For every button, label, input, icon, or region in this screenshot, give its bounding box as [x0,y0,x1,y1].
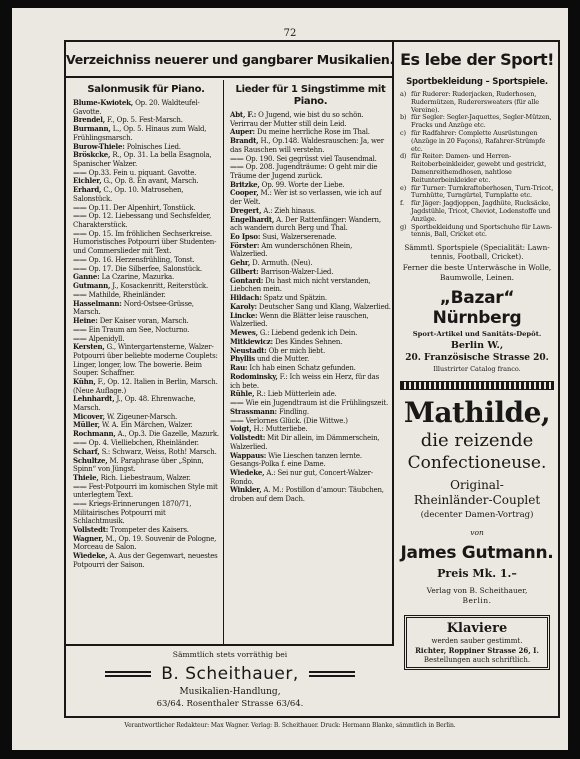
entry-composer: Mewes, [230,328,258,338]
entry-composer: Strassmann: [230,406,277,416]
entry-composer: Hasselmann: [73,298,122,308]
entry-title: Ob er mich liebt. [268,346,326,355]
entry-title: Op. 15. Im fröhlichen Sechserkreise. Humoristisches Potpourri über Studenten- und Commerslieder mit Text. [73,229,217,255]
entry-title: Wie ein Jugendtraum ist die Frühlingszeit. [245,399,389,408]
entry-title: Kriegs-Erinnerungen 1870/71, Militairisches Potpourri mit Schlachtmusik. [73,500,192,526]
entry-title: F., Op. 12. Italien in Berlin, Marsch. (Neue Auflage.) [73,377,218,395]
sport-item [400,185,554,201]
mathilde-line2: die reizende [420,430,534,452]
footer-name: B. Scheithauer, [161,664,299,684]
entry-composer: Förster: [230,240,260,250]
entry-title: Susi, Walzerserenade. [262,233,337,241]
entry-title: Op. 17. Die Silberfee, Salonstück. [88,264,202,273]
list-entry [230,163,391,180]
ornament-bar [400,381,554,390]
entry-composer: Vollstedt: [73,525,109,535]
songs-column [225,80,394,644]
newspaper-page [12,8,568,750]
entry-composer: Karoly: [230,301,257,311]
list-entry [230,408,391,417]
songs-heading: Lieder für 1 Singstimme mit Piano. [235,84,386,107]
entry-title: J., Op. 48. Ehrenwache, Marsch. [73,395,196,412]
entry-composer: —— [73,438,87,448]
entry-composer: —— [230,153,244,163]
entry-title: Du meine herrliche Rose im Thal. [256,128,370,137]
entry-title: M., Op. 19. Souvenir de Pologne, Morceau de Salon. [73,534,217,552]
sport-item-marker: g) [400,222,407,231]
list-entry [230,355,391,364]
entry-title: Polnisches Lied. [126,142,181,151]
entry-composer: Lincke: [230,310,258,320]
entry-title: Mit Dir allein, im Dämmerschein, Walzerlied. [230,434,380,451]
entry-composer: Gehr, [230,258,251,268]
entry-title: H.: Mutterliebe. [253,425,308,434]
entry-title: W. A. Ein Märchen, Walzer. [101,421,193,430]
entry-title: Des Kindes Sehnen. [274,337,343,346]
right-column [396,42,558,718]
listing-columns [66,80,394,644]
sport-item-marker: b) [400,113,407,122]
entry-title: Op. 12. Liebessang und Sechsfelder, Charakterstück. [73,212,211,229]
mathilde-line4: Original- [450,478,504,493]
list-entry [230,277,391,294]
list-entry [73,535,219,552]
list-entry [230,155,391,164]
entry-composer: Rodominsky, [230,371,278,381]
entry-composer: —— [73,333,87,343]
entry-composer: Auper: [230,127,255,137]
list-entry [73,378,219,395]
piano-entries [73,99,219,569]
sport-item-marker: e) [400,183,407,192]
entry-composer: —— [73,289,87,299]
entry-title: Spatz und Spätzin. [263,294,327,303]
entry-composer: Gutmann, [73,281,111,291]
entry-title: R., Op. 31. La bella Esagnola, Spanischer Walzer. [73,151,212,168]
price: Preis Mk. 1.– [437,567,517,581]
list-entry [73,151,219,168]
rule-right [309,671,355,677]
list-entry [230,486,391,503]
entry-title: Wenn die Blätter leise rauschen, Walzerlied. [230,311,369,329]
entry-composer: —— [73,263,87,273]
entry-title: La Czarine, Mazurka. [101,273,175,282]
sport-item [400,130,554,153]
list-entry [230,434,391,451]
sport-subtitle: Sportbekleidung – Sportspiele. [406,77,548,87]
list-entry [230,312,391,329]
list-entry [73,326,219,335]
entry-composer: Schultze, [73,455,108,465]
entry-composer: Vollstedt: [230,433,266,443]
entry-title: Fest-Potpourri im komischen Style mit unterlegtem Text. [73,482,218,500]
list-entry [230,216,391,233]
entry-composer: Mitkiewicz: [230,336,273,346]
sport-item-text: für Reiter: Damen- und Herren-Reitoberbeinkleider, gewebt und gestrickt, Damenreithemdhosen, nahtlose Reitunterbeinkleider etc. [411,152,547,184]
rule-left [105,671,151,677]
list-entry [73,343,219,377]
entry-composer: Cooper, [230,188,259,198]
entry-title: Alpenidyll. [88,334,125,343]
entry-composer: Phyllis [230,354,255,364]
entry-composer: Wiedeke, [230,467,265,477]
entry-title: G., Wintergartensterne, Walzer-Potpourri über beliebte moderne Couplets: Linger, longer, low. The bowerie. Beim Souper. Schaffner. [73,343,218,378]
entry-composer: Hildach: [230,293,262,303]
list-entry [73,212,219,229]
footer-line3: Musikalien-Handlung, [179,687,281,697]
bazar-address: 20. Französische Strasse 20. [405,353,549,364]
listing-header: Verzeichniss neuerer und gangbarer Musikalien. [66,42,394,78]
entry-title: A.: Zieh hinaus. [263,206,316,215]
entry-composer: Dregert, [230,205,262,215]
list-entry [73,430,219,439]
sport-note: Sämmtl. Sportspiele (Specialität: Lawn-tennis, Football, Cricket). [404,243,550,262]
mathilde-line5: Rheinländer-Couplet [413,493,541,508]
entry-composer: Brandt, [230,136,259,146]
list-entry [73,256,219,265]
entry-composer: —— [73,167,87,177]
klaviere-line1: werden sauber gestimmt. [431,637,523,646]
publisher-city: Berlin. [462,596,492,606]
sport-item-text: für Segler: Segler-Jaquettes, Segler-Mützen, Fracks und Anzüge etc. [411,113,552,130]
entry-title: Op. 4. Vielliebchen, Rheinländer. [88,439,199,448]
entry-title: Op. 208. Jugendträume: O geht mir die Träume der Jugend zurück. [230,163,378,180]
list-entry [73,186,219,203]
sport-item [400,91,554,114]
klaviere-title: Klaviere [446,621,508,637]
song-entries [230,111,391,504]
entry-composer: —— [230,398,244,408]
sport-list [400,91,554,239]
entry-title: Du hast mich nicht verstanden, Liebchen mein. [230,276,371,294]
klaviere-box [404,615,550,670]
entry-title: H., Op.148. Waldesrauschen: Ja, wer das Rauschen will verstehn. [230,137,384,154]
bazar-name: „Bazar“ Nürnberg [432,288,522,329]
entry-composer: Müller, [73,420,100,430]
entry-title: Der Kaiser voran, Marsch. [99,317,189,326]
entry-title: und die Mutter. [256,355,310,364]
entry-title: Verlornes Glück. (Die Wittwe.) [245,416,348,425]
entry-title: R.: Lieb Mütterlein ade. [256,390,337,399]
entry-title: F.: Ich weiss ein Herz, für das ich bete. [230,372,380,390]
sport-item-marker: c) [400,128,406,137]
entry-composer: Scharf, [73,446,100,456]
klaviere-line3: Bestellungen auch schriftlich. [423,656,531,665]
footer-name-row [66,664,394,684]
sport-item-text: für Turner: Turnkraftoberhosen, Turn-Tricot, Turnhütte, Turngürtel, Turnplatte etc. [411,183,554,200]
entry-title: A. M.: Postillon d’amour: Täubchen, droben auf dem Dach. [230,486,384,503]
entry-composer: Brendel, [73,115,105,125]
entry-composer: Britzke, [230,179,260,189]
entry-title: Op. 20. Waldteufel-Gavotte. [73,99,200,116]
sport-item-marker: a) [400,90,407,98]
entry-title: G.: Liebend gedenk ich Dein. [259,329,358,338]
sport-item-text: für Jäger: Jagdjoppen, Jagdhüte, Rucksäcke, Jagdstühle, Tricot, Cheviot, Lodenstoffe und Anzüge. [411,199,551,223]
piano-column [66,80,224,644]
list-entry [230,452,391,469]
entry-composer: Thiele, [73,472,99,482]
entry-composer: —— [73,211,87,221]
entry-composer: Engelhardt, [230,214,275,224]
list-entry [73,457,219,474]
list-entry [73,300,219,317]
entry-title: A. Aus der Gegenwart, neuestes Potpourri der Saison. [73,552,218,569]
entry-title: J., Kosackenritt, Reiterstück. [112,282,208,291]
entry-title: O Jugend, wie bist du so schön. Verirrau der Mutter still dein Leid. [230,111,364,128]
entry-title: Ein Traum am See, Nocturno. [88,325,190,334]
entry-composer: —— [73,254,87,264]
sport-note2: Ferner die beste Unterwäsche in Wolle, Baumwolle, Leinen. [402,263,552,282]
list-entry [73,500,219,526]
entry-title: Mathilde, Rheinländer. [88,290,166,299]
mathilde-line6: (decenter Damen-Vortrag) [420,510,534,521]
bazar-city: Berlin W., [450,340,504,352]
piano-heading: Salonmusik für Piano. [87,84,205,95]
imprint: Verantwortlicher Redakteur: Max Wagner. Verlag: B. Scheithauer. Druck: Hermann Blanke, sämmtlich in Berlin. [124,722,456,729]
list-entry [230,111,391,128]
entry-title: Wie Lieschen tanzen lernte. Gesangs-Polka f. eine Dame. [230,451,362,469]
footer-line4: 63/64. Rosenthaler Strasse 63/64. [156,699,304,709]
composer-name: James Gutmann. [400,543,554,564]
entry-composer: Burow-Thiele: [73,141,125,151]
entry-composer: Wiedeke, [73,551,108,561]
entry-composer: —— [230,162,244,172]
list-entry [230,373,391,390]
footer-line1: Sämmtlich stets vorräthig bei [172,650,288,659]
entry-title: Deutscher Sang und Klang, Walzerlied. [258,302,391,311]
entry-title: Rich. Liebestraum, Walzer. [100,473,191,482]
entry-composer: Blume-Kwiotek, [73,98,134,107]
entry-title: G., Op. 8. En avant, Marsch. [103,177,199,186]
entry-title: Op. 190. Sei gegrüsst viel Tausendmal. [245,154,377,163]
entry-composer: —— [230,415,244,425]
sport-item [400,224,554,240]
entry-title: Op. 16. Herzensfrühling, Tonst. [88,255,195,264]
entry-composer: Erhard, [73,185,102,195]
list-entry [73,230,219,256]
entry-composer: Neustadt: [230,345,267,355]
music-listing [66,42,394,644]
entry-title: L., Op. 5. Hinaus zum Wald, Frühlingsmarsch. [73,125,207,142]
entry-title: D. Armuth. (Neu). [252,259,313,268]
entry-composer: Eichler, [73,176,102,186]
sport-item [400,114,554,130]
entry-title: Ich hab einen Schatz gefunden. [249,364,356,373]
entry-composer: Voigt, [230,424,252,434]
entry-composer: Heine: [73,316,98,326]
mathilde-von: von [470,528,484,538]
entry-composer: —— [73,499,87,509]
list-entry [230,390,391,399]
list-entry [73,317,219,326]
entry-composer: —— [73,481,87,491]
entry-title: Op.11. Der Alpenhirt, Tonstück. [88,203,196,212]
list-entry [73,395,219,412]
entry-composer: Kersten, [73,342,105,352]
entry-composer: Micover, [73,411,105,421]
klaviere-line2: Richter, Roppiner Strasse 26, I. [415,646,539,656]
entry-composer: Burmann, [73,124,111,134]
entry-title: M. Paraphrase über „Spinn, Spinn“ von Jüngst. [73,456,204,474]
sport-item-text: für Radfahrer: Complette Ausrüstungen (Anzüge in 20 Façons), Rafahrer-Strümpfe etc. [411,128,546,153]
entry-title: A., Op.3. Die Gazelle, Mazurk. [117,430,219,439]
list-entry [73,474,219,483]
entry-composer: Abt, F.: [230,110,257,119]
list-entry [73,99,219,116]
sport-item-marker: d) [400,152,407,161]
entry-title: A.: Sei nur gut, Concert-Walzer-Rondo. [230,468,373,486]
publisher: Verlag von B. Scheithauer, [426,586,528,596]
entry-composer: Gilbert: [230,266,259,276]
list-entry [230,137,391,154]
list-entry [230,417,391,426]
entry-title: Op.33. Fein u. piquant. Gavotte. [88,168,197,177]
list-entry [73,282,219,291]
list-entry [230,189,391,206]
mathilde-title: Mathilde, [403,396,551,430]
entry-composer: Rochmann, [73,429,116,439]
entry-composer: —— [73,228,87,238]
entry-composer: —— [73,202,87,212]
sport-item [400,153,554,184]
entry-title: C., Op. 10. Matrosehen, Salonstück. [73,186,184,203]
entry-title: F., Op. 5. Fest-Marsch. [107,116,183,125]
list-entry [230,469,391,486]
sport-title: Es lebe der Sport! [400,50,554,69]
entry-title: Trompeter des Kaisers. [110,526,189,535]
bazar-sub: Sport-Artikel und Sanitäts-Depôt. [412,330,542,339]
entry-composer: Lehnhardt, [73,394,115,404]
entry-title: Barrison-Walzer-Lied. [260,267,334,276]
entry-title: S.: Schwarz, Weiss, Roth! Marsch. [101,447,217,456]
list-entry [73,125,219,142]
entry-composer: Wagner, [73,533,104,543]
page-number: 72 [283,28,297,39]
list-entry [230,242,391,259]
entry-composer: Winkler, [230,485,262,495]
bazar-catalog: Illustrirter Catalog franco. [433,365,521,374]
entry-composer: Wappaus: [230,450,267,460]
entry-title: Findling. [278,407,309,416]
entry-composer: Eo Ipso: [230,232,261,241]
entry-composer: Rühle, [230,389,255,399]
entry-title: Nord-Ostsee-Grüsse, Marsch. [73,299,194,317]
entry-composer: Gontard: [230,275,264,285]
mathilde-line3: Confectioneuse. [407,453,547,474]
entry-composer: Bröskcke, [73,150,111,160]
list-entry [73,204,219,213]
entry-composer: Rau: [230,363,248,373]
entry-title: A. Der Rattenfänger: Wandern, ach wandern durch Berg und Thal. [230,215,381,233]
shop-footer [66,644,394,718]
entry-title: Am wunderschönen Rhein, Walzerlied. [230,241,353,259]
entry-title: Op. 99. Worte der Liebe. [261,180,345,189]
entry-composer: Ganne: [73,272,100,282]
sport-item-marker: f. [400,199,404,208]
sport-item-text: Sportbekleidung und Sportschuhe für Lawn-tennis, Ball, Cricket etc. [411,222,553,239]
sport-item-text: für Ruderer: Ruderjacken, Ruderhosen, Rudermützen, Ruderersweaters (für alle Vereine). [411,90,539,114]
advertisement-frame [64,40,560,718]
entry-composer: —— [73,324,87,334]
entry-title: W. Zigeuner-Marsch. [106,412,178,421]
entry-composer: Kühn, [73,376,96,386]
entry-title: M.: Wer ist so verlassen, wie ich auf der Welt. [230,189,382,207]
list-entry [73,552,219,569]
sport-item [400,200,554,223]
list-entry [73,483,219,500]
